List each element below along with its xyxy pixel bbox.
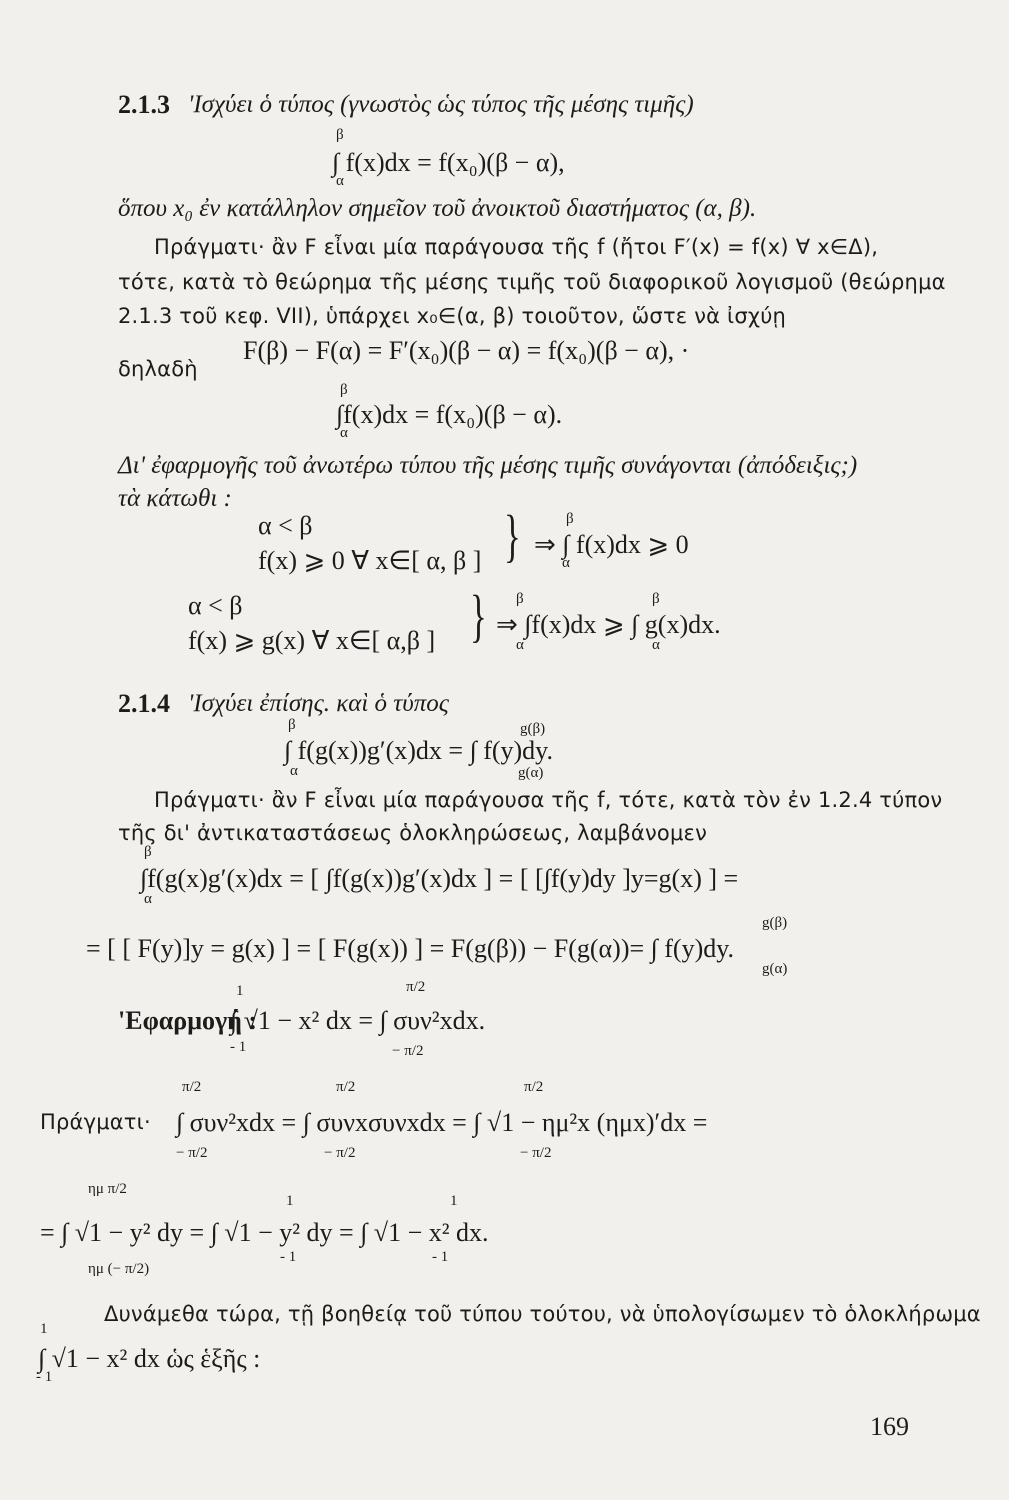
- proof-equation: F(β) − F(α) = F′(x₀)(β − α) = f(x₀)(β − α), ·: [243, 336, 690, 365]
- page-number: 169: [870, 1412, 909, 1441]
- integral-lower-limit: α: [336, 173, 344, 189]
- indeed-lower-1: − π/2: [176, 1145, 208, 1161]
- condition-1-upper: β: [566, 511, 574, 527]
- indeed-word: Πράγματι·: [40, 1110, 151, 1134]
- condition-2-result: ⇒ ∫f(x)dx ⩾ ∫ g(x)dx.: [496, 610, 721, 639]
- application-formula: ∫ √1 − x² dx = ∫ συν²xdx.: [230, 1006, 486, 1035]
- section-number-2-1-3: 2.1.3: [118, 90, 170, 119]
- final-integral: ∫ √1 − x² dx ὡς ἑξῆς :: [38, 1344, 261, 1373]
- namely-word: δηλαδὴ: [118, 357, 198, 381]
- substitution-upper-gb: g(β): [520, 721, 546, 737]
- section-heading-2-1-4: 'Ισχύει ἐπίσης. καὶ ὁ τύπος: [188, 690, 449, 717]
- proof-2-1-4-line-1: Πράγματι· ἂν F εἶναι μία παράγουσα τῆς f, τότε, κατὰ τὸν ἐν 1.2.4 τύπον: [154, 788, 943, 812]
- condition-1-b: f(x) ⩾ 0 ∀ x∈[ α, β ]: [258, 546, 482, 575]
- condition-2-lower-1: α: [516, 637, 524, 653]
- proof-2-1-4-line-2: τῆς δι' ἀντικαταστάσεως ὁλοκληρώσεως, λαμβάνομεν: [118, 821, 707, 845]
- final-upper: 1: [40, 1321, 48, 1337]
- chain-2-upper-gb: g(β): [762, 915, 788, 931]
- proof-line-3: 2.1.3 τοῦ κεφ. VII), ὑπάρχει x₀∈(α, β) τοιοῦτον, ὥστε νὰ ἰσχύῃ: [118, 304, 787, 328]
- indeed-upper-1: π/2: [182, 1079, 202, 1095]
- applications-line-1: Δι' ἐφαρμογῆς τοῦ ἀνωτέρω τύπου τῆς μέσης τιμῆς συνάγονται (ἀπόδειξις;): [118, 452, 858, 479]
- integral-upper-limit: β: [336, 127, 344, 143]
- namely-lower-limit: α: [340, 425, 348, 441]
- substitution-lower-ham: ημ (− π/2): [88, 1261, 150, 1277]
- line-2-upper-1: 1: [286, 1193, 294, 1209]
- right-brace-1: }: [504, 503, 521, 568]
- condition-2-lower-2: α: [652, 637, 660, 653]
- application-upper-right: π/2: [406, 979, 426, 995]
- condition-1-lower: α: [562, 555, 570, 571]
- condition-2-a: α < β: [188, 591, 243, 620]
- substitution-upper-ham: ημ π/2: [88, 1181, 127, 1197]
- application-line-2: = ∫ √1 − y² dy = ∫ √1 − y² dy = ∫ √1 − x² dx.: [40, 1218, 489, 1247]
- indeed-lower-2: − π/2: [324, 1145, 356, 1161]
- condition-2-upper-1: β: [516, 591, 524, 607]
- section-heading-2-1-3: 'Ισχύει ὁ τύπος (γνωστὸς ὡς τύπος τῆς μέσης τιμῆς): [188, 91, 694, 118]
- substitution-lower-a: α: [290, 763, 298, 779]
- chain-equation-2: = [ [ F(y)]y = g(x) ] = [ F(g(x)) ] = F(g(β)) − F(g(α))= ∫ f(y)dy.: [86, 934, 735, 963]
- right-brace-2: }: [470, 583, 487, 648]
- application-lower-left: - 1: [230, 1039, 247, 1055]
- applications-line-2: τὰ κάτωθι :: [118, 485, 232, 512]
- application-line-1: ∫ συν²xdx = ∫ συνxσυνxdx = ∫ √1 − ημ²x (ημx)′dx =: [176, 1108, 708, 1137]
- indeed-upper-2: π/2: [336, 1079, 356, 1095]
- namely-equation: ∫f(x)dx = f(x₀)(β − α).: [336, 400, 563, 429]
- application-upper-left: 1: [236, 983, 244, 999]
- chain-1-lower: α: [144, 891, 152, 907]
- line-2-lower-1: - 1: [280, 1249, 297, 1265]
- chain-2-lower-ga: g(α): [762, 961, 788, 977]
- line-2-upper-2: 1: [450, 1193, 458, 1209]
- condition-2-b: f(x) ⩾ g(x) ∀ x∈[ α,β ]: [188, 626, 436, 655]
- condition-1-a: α < β: [258, 511, 313, 540]
- section-number-2-1-4: 2.1.4: [118, 689, 170, 718]
- proof-line-1: Πράγματι· ἂν F εἶναι μία παράγουσα τῆς f (ἤτοι F′(x) = f(x) ∀ x∈Δ),: [154, 235, 879, 259]
- substitution-lower-ga: g(α): [518, 765, 544, 781]
- proof-line-2: τότε, κατὰ τὸ θεώρημα τῆς μέσης τιμῆς τοῦ διαφορικοῦ λογισμοῦ (θεώρημα: [118, 270, 946, 294]
- chain-equation-1: ∫f(g(x)g′(x)dx = [ ∫f(g(x))g′(x)dx ] = [ [∫f(y)dy ]y=g(x) ] =: [140, 864, 739, 893]
- namely-upper-limit: β: [340, 382, 348, 398]
- final-lower: - 1: [36, 1369, 53, 1385]
- indeed-upper-3: π/2: [524, 1079, 544, 1095]
- chain-1-upper: β: [144, 844, 152, 860]
- condition-2-upper-2: β: [652, 591, 660, 607]
- indeed-lower-3: − π/2: [520, 1145, 552, 1161]
- mean-value-formula: ∫ f(x)dx = f(x₀)(β − α),: [332, 148, 565, 177]
- substitution-formula: ∫ f(g(x))g′(x)dx = ∫ f(y)dy.: [284, 736, 553, 765]
- where-line: ὅπου x₀ ἐν κατάλληλον σημεῖον τοῦ ἀνοικτοῦ διαστήματος (α, β).: [118, 195, 757, 222]
- line-2-lower-2: - 1: [432, 1249, 449, 1265]
- application-lower-right: − π/2: [392, 1043, 424, 1059]
- condition-1-result: ⇒ ∫ f(x)dx ⩾ 0: [534, 530, 689, 559]
- substitution-upper-b: β: [288, 717, 296, 733]
- closing-sentence: Δυνάμεθα τώρα, τῇ βοηθείᾳ τοῦ τύπου τούτου, νὰ ὑπολογίσωμεν τὸ ὁλοκλήρωμα: [104, 1302, 981, 1326]
- application-label: 'Εφαρμογή :: [118, 1006, 258, 1035]
